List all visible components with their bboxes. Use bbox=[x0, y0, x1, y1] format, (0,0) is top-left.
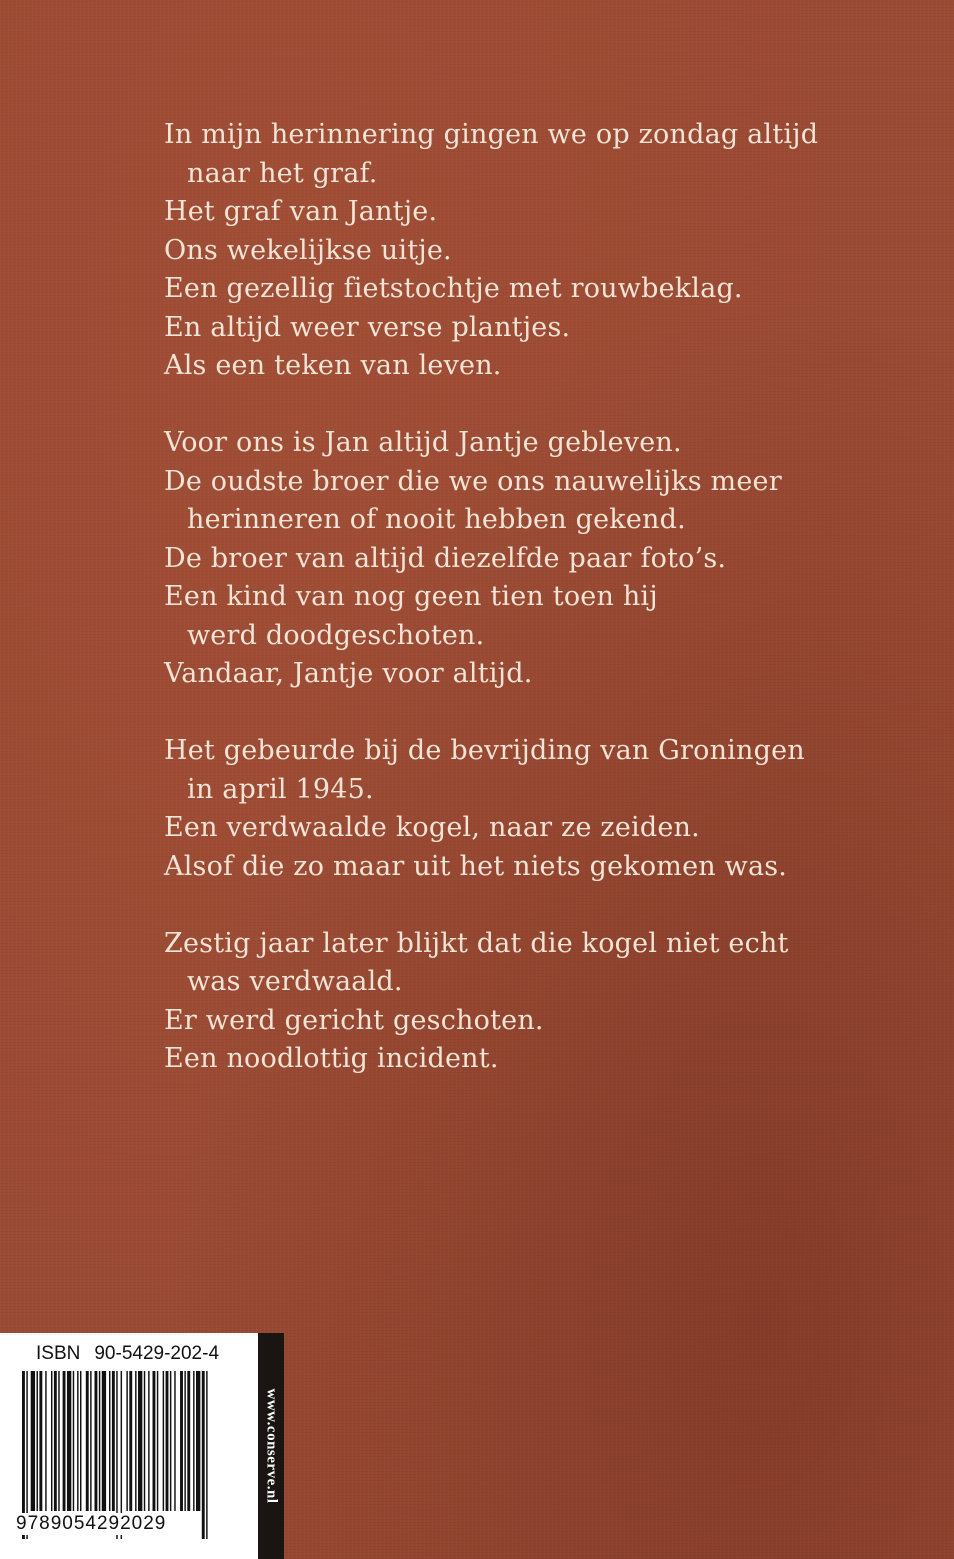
isbn-barcode-label bbox=[0, 1333, 258, 1559]
isbn-line bbox=[36, 1343, 219, 1365]
isbn-label: ISBN bbox=[36, 1343, 81, 1364]
poem-line: Als een teken van leven. bbox=[164, 350, 502, 381]
poem-text bbox=[164, 116, 884, 1079]
poem-line: naar het graf. bbox=[187, 157, 378, 189]
poem-line: Alsof die zo maar uit het niets gekomen was. bbox=[164, 850, 788, 882]
publisher-url: www.conserve.nl bbox=[263, 1388, 280, 1504]
poem-line: Een kind van nog geen tien toen hij bbox=[164, 581, 658, 612]
poem-line: Er werd gericht geschoten. bbox=[164, 1004, 544, 1036]
poem-line: Een verdwaalde kogel, naar ze zeiden. bbox=[164, 812, 700, 843]
poem-line: Vandaar, Jantje voor altijd. bbox=[164, 658, 533, 689]
poem-line: Het graf van Jantje. bbox=[164, 196, 438, 227]
poem-line: in april 1945. bbox=[187, 773, 374, 805]
stanza bbox=[164, 424, 884, 694]
poem-line: De oudste broer die we ons nauwelijks meer bbox=[164, 465, 782, 497]
poem-line: werd doodgeschoten. bbox=[187, 619, 485, 651]
poem-line: Een gezellig fietstochtje met rouwbeklag. bbox=[164, 273, 743, 304]
ean-digits: 9789054292029 bbox=[16, 1513, 167, 1534]
stanza bbox=[164, 925, 884, 1079]
poem-line: In mijn herinnering gingen we op zondag altijd bbox=[164, 119, 819, 150]
poem-line: Zestig jaar later blijkt dat die kogel niet echt bbox=[164, 927, 789, 959]
poem-line: En altijd weer verse plantjes. bbox=[164, 311, 571, 343]
stanza bbox=[164, 732, 884, 886]
poem-line: herinneren of nooit hebben gekend. bbox=[187, 504, 686, 535]
poem-line: Een noodlottig incident. bbox=[164, 1043, 499, 1074]
poem-line: Ons wekelijkse uitje. bbox=[164, 234, 452, 266]
stanza bbox=[164, 116, 884, 386]
poem-line: Voor ons is Jan altijd Jantje gebleven. bbox=[164, 427, 682, 458]
poem-line: De broer van altijd diezelfde paar foto’s. bbox=[164, 542, 727, 574]
poem-line: Het gebeurde bij de bevrijding van Groningen bbox=[164, 735, 805, 766]
poem-line: was verdwaald. bbox=[187, 966, 403, 997]
isbn-number: 90-5429-202-4 bbox=[94, 1343, 220, 1364]
